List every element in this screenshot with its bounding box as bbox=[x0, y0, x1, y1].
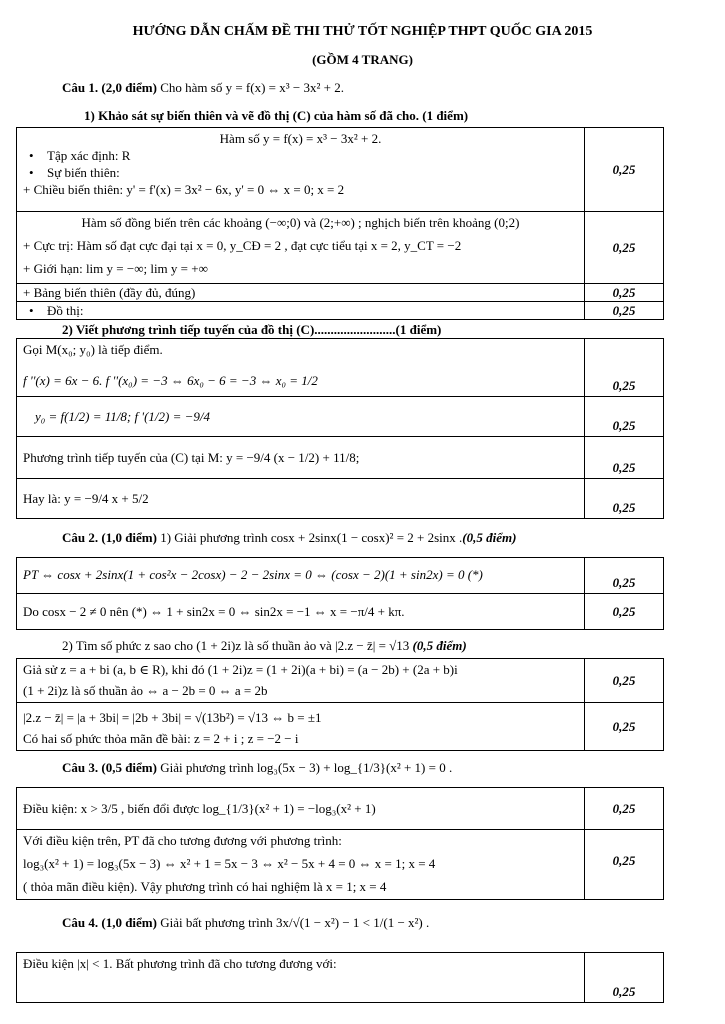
table-cell: Giả sử z = a + bi (a, b ∈ R), khi đó (1 + 2i)z = (1 + 2i)(a + bi) = (a − 2b) + (2a + b)i (1 + 2i)z là số thuần ảo ⇔ a − 2b = 0 ⇔ a = 2b bbox=[17, 659, 585, 703]
table-cell: Hàm số y = f(x) = x³ − 3x² + 2. • Tập xác định: R • Sự biến thiên: + Chiều biến thiên: y' = f'(x) = 3x² − 6x, y' = 0 ⇔ x = 0; x = 2 bbox=[17, 128, 585, 212]
question-3-heading bbox=[62, 760, 452, 776]
question-1-heading bbox=[62, 80, 344, 96]
score-cell: 0,25 bbox=[585, 339, 664, 397]
question-4-heading bbox=[62, 915, 429, 931]
score-cell: 0,25 bbox=[585, 788, 664, 830]
table-cell: Hàm số đồng biến trên các khoảng (−∞;0) và (2;+∞) ; nghịch biến trên khoảng (0;2) + Cực trị: Hàm số đạt cực đại tại x = 0, y_CĐ = 2 , đạt cực tiểu tại x = 2, y_CT = −2 + Giới hạn: lim y = −∞; lim y = +∞ bbox=[17, 212, 585, 284]
q3-table bbox=[16, 787, 664, 900]
score-cell: 0,25 bbox=[585, 397, 664, 437]
table-cell: Phương trình tiếp tuyến của (C) tại M: y = −9/4 (x − 1/2) + 11/8; bbox=[17, 437, 585, 479]
table-cell: • Đồ thị: bbox=[17, 302, 585, 320]
score-cell: 0,25 bbox=[585, 437, 664, 479]
table-cell: Hay là: y = −9/4 x + 5/2 bbox=[17, 479, 585, 519]
question-1-part2: 2) Viết phương trình tiếp tuyến của đồ thị (C).........................(1 điểm) bbox=[62, 322, 442, 337]
score-cell: 0,25 bbox=[585, 594, 664, 630]
table-cell: Điều kiện |x| < 1. Bất phương trình đã cho tương đương với: bbox=[17, 953, 585, 1003]
table-cell: Điều kiện: x > 3/5 , biến đổi được log_{1/3}(x² + 1) = −log₃(x² + 1) bbox=[17, 788, 585, 830]
q4-table bbox=[16, 952, 664, 1003]
question-2-part2: 2) Tìm số phức z sao cho (1 + 2i)z là số thuần ảo và |2.z − z̄| = √13 (0,5 điểm) bbox=[62, 638, 467, 653]
q1-part2-table bbox=[16, 338, 664, 519]
table-row bbox=[17, 558, 664, 594]
question-2-text: 1) Giải phương trình cosx + 2sinx(1 − cosx)² = 2 + 2sinx . bbox=[160, 530, 463, 545]
score-cell: 0,25 bbox=[585, 830, 664, 900]
q1-part1-table bbox=[16, 127, 664, 320]
question-2-heading bbox=[62, 530, 516, 546]
page-title: HƯỚNG DẪN CHẤM ĐỀ THI THỬ TỐT NGHIỆP THPT QUỐC GIA 2015 bbox=[132, 24, 593, 39]
score-cell: 0,25 bbox=[585, 703, 664, 751]
table-cell: Gọi M(x₀; y₀) là tiếp điểm. f ''(x) = 6x − 6. f ''(x₀) = −3 ⇔ 6x₀ − 6 = −3 ⇔ x₀ = 1/2 bbox=[17, 339, 585, 397]
question-2-label: Câu 2. (1,0 điểm) bbox=[62, 530, 157, 545]
question-4-label: Câu 4. (1,0 điểm) bbox=[62, 915, 157, 930]
table-row bbox=[17, 284, 664, 302]
score-cell: 0,25 bbox=[585, 558, 664, 594]
table-cell: Với điều kiện trên, PT đã cho tương đương với phương trình: log₃(x² + 1) = log₃(5x − 3) ⇔ x² + 1 = 5x − 3 ⇔ x² − 5x + 4 = 0 ⇔ x = 1; x = 4 ( thỏa mãn điều kiện). Vậy phương trình có hai nghiệm là x = 1; x = 4 bbox=[17, 830, 585, 900]
table-row bbox=[17, 437, 664, 479]
q2-part2-table bbox=[16, 658, 664, 751]
table-cell: |2.z − z̄| = |a + 3bi| = |2b + 3bi| = √(13b²) = √13 ⇔ b = ±1 Có hai số phức thỏa mãn đề bài: z = 2 + i ; z = −2 − i bbox=[17, 703, 585, 751]
question-2-part2-points: (0,5 điểm) bbox=[412, 638, 467, 653]
table-row bbox=[17, 703, 664, 751]
page-subtitle: (GỒM 4 TRANG) bbox=[312, 52, 413, 67]
table-row bbox=[17, 128, 664, 212]
question-1-label: Câu 1. (2,0 điểm) bbox=[62, 80, 157, 95]
q2-part1-table bbox=[16, 557, 664, 630]
score-cell: 0,25 bbox=[585, 659, 664, 703]
score-cell: 0,25 bbox=[585, 284, 664, 302]
question-3-text: Giải phương trình log₃(5x − 3) + log_{1/3}(x² + 1) = 0 . bbox=[160, 760, 453, 775]
table-row bbox=[17, 953, 664, 1003]
score-cell: 0,25 bbox=[585, 479, 664, 519]
table-cell: Do cosx − 2 ≠ 0 nên (*) ⇔ 1 + sin2x = 0 ⇔ sin2x = −1 ⇔ x = −π/4 + kπ. bbox=[17, 594, 585, 630]
table-cell: y₀ = f(1/2) = 11/8; f '(1/2) = −9/4 bbox=[17, 397, 585, 437]
question-1-text: Cho hàm số y = f(x) = x³ − 3x² + 2. bbox=[160, 80, 344, 95]
table-cell: PT ⇔ cosx + 2sinx(1 + cos²x − 2cosx) − 2 − 2sinx = 0 ⇔ (cosx − 2)(1 + sin2x) = 0 (*) bbox=[17, 558, 585, 594]
question-4-text: Giải bất phương trình 3x/√(1 − x²) − 1 < 1/(1 − x²) . bbox=[160, 915, 430, 930]
table-row bbox=[17, 479, 664, 519]
table-row bbox=[17, 397, 664, 437]
table-row bbox=[17, 339, 664, 397]
score-cell: 0,25 bbox=[585, 953, 664, 1003]
table-row bbox=[17, 212, 664, 284]
table-row bbox=[17, 594, 664, 630]
table-row bbox=[17, 830, 664, 900]
table-row bbox=[17, 788, 664, 830]
question-2-points: (0,5 điểm) bbox=[462, 530, 517, 545]
table-row bbox=[17, 659, 664, 703]
question-3-label: Câu 3. (0,5 điểm) bbox=[62, 760, 157, 775]
score-cell: 0,25 bbox=[585, 212, 664, 284]
score-cell: 0,25 bbox=[585, 128, 664, 212]
score-cell: 0,25 bbox=[585, 302, 664, 320]
table-row bbox=[17, 302, 664, 320]
table-cell: + Bảng biến thiên (đầy đủ, đúng) bbox=[17, 284, 585, 302]
question-1-part1: 1) Khảo sát sự biến thiên và vẽ đồ thị (C) của hàm số đã cho. (1 điểm) bbox=[84, 108, 469, 123]
